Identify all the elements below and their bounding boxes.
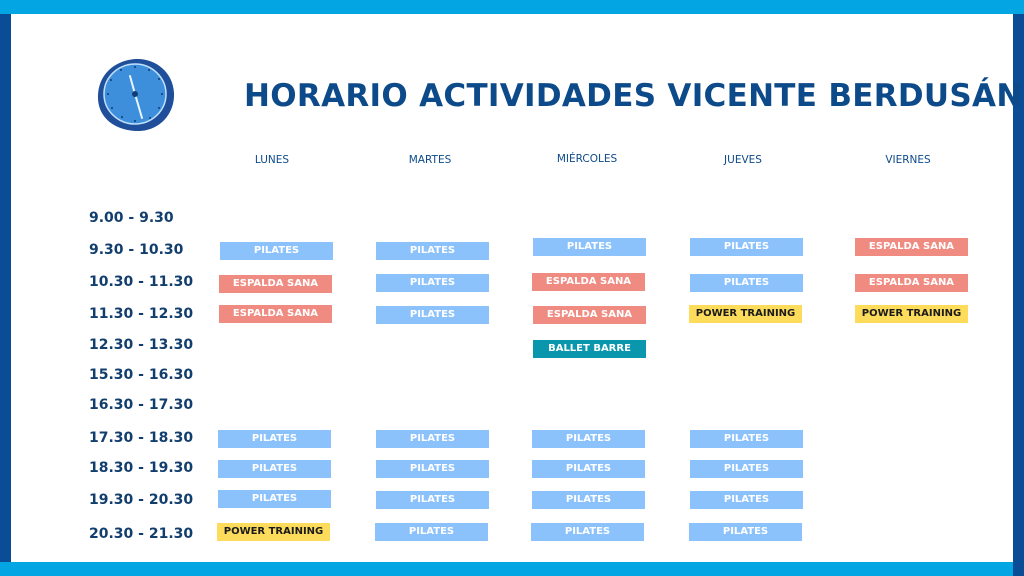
activity-jueves-2030[interactable]: PILATES bbox=[689, 523, 802, 541]
day-header-jueves: JUEVES bbox=[724, 154, 762, 166]
time-slot-label: 12.30 - 13.30 bbox=[89, 337, 194, 353]
time-slot-label: 11.30 - 12.30 bbox=[89, 306, 194, 322]
activity-jueves-1830[interactable]: PILATES bbox=[690, 460, 803, 478]
activity-lunes-2030[interactable]: POWER TRAINING bbox=[217, 523, 330, 541]
activity-lunes-1830[interactable]: PILATES bbox=[218, 460, 331, 478]
top-frame-bar bbox=[0, 0, 1024, 14]
day-header-viernes: VIERNES bbox=[885, 154, 931, 166]
activity-jueves-1730[interactable]: PILATES bbox=[690, 430, 803, 448]
activity-jueves-0930[interactable]: PILATES bbox=[690, 238, 803, 256]
activity-martes-2030[interactable]: PILATES bbox=[375, 523, 488, 541]
activity-lunes-0930[interactable]: PILATES bbox=[220, 242, 333, 260]
activity-lunes-1730[interactable]: PILATES bbox=[218, 430, 331, 448]
activity-martes-1030[interactable]: PILATES bbox=[376, 274, 489, 292]
activity-miercoles-0930[interactable]: PILATES bbox=[533, 238, 646, 256]
day-header-martes: MARTES bbox=[408, 154, 452, 166]
activity-miercoles-1730[interactable]: PILATES bbox=[532, 430, 645, 448]
activity-jueves-1130[interactable]: POWER TRAINING bbox=[689, 305, 802, 323]
activity-miercoles-1130[interactable]: ESPALDA SANA bbox=[533, 306, 646, 324]
page-title: HORARIO ACTIVIDADES VICENTE BERDUSÁN bbox=[244, 78, 1023, 114]
day-header-miercoles: MIÉRCOLES bbox=[556, 153, 618, 165]
activity-martes-1930[interactable]: PILATES bbox=[376, 491, 489, 509]
time-slot-label: 9.00 - 9.30 bbox=[89, 210, 174, 226]
activity-viernes-1030[interactable]: ESPALDA SANA bbox=[855, 274, 968, 292]
activity-lunes-1030[interactable]: ESPALDA SANA bbox=[219, 275, 332, 293]
activity-martes-1730[interactable]: PILATES bbox=[376, 430, 489, 448]
day-header-lunes: LUNES bbox=[254, 154, 290, 166]
activity-viernes-0930[interactable]: ESPALDA SANA bbox=[855, 238, 968, 256]
bottom-frame-bar bbox=[0, 562, 1013, 576]
time-slot-label: 17.30 - 18.30 bbox=[89, 430, 194, 446]
activity-viernes-1130[interactable]: POWER TRAINING bbox=[855, 305, 968, 323]
time-slot-label: 18.30 - 19.30 bbox=[89, 460, 194, 476]
clock-icon bbox=[96, 57, 176, 133]
activity-martes-1830[interactable]: PILATES bbox=[376, 460, 489, 478]
activity-jueves-1930[interactable]: PILATES bbox=[690, 491, 803, 509]
activity-miercoles-1230[interactable]: BALLET BARRE bbox=[533, 340, 646, 358]
time-slot-label: 20.30 - 21.30 bbox=[89, 526, 194, 542]
time-slot-label: 15.30 - 16.30 bbox=[89, 367, 194, 383]
activity-martes-1130[interactable]: PILATES bbox=[376, 306, 489, 324]
activity-miercoles-1830[interactable]: PILATES bbox=[532, 460, 645, 478]
activity-martes-0930[interactable]: PILATES bbox=[376, 242, 489, 260]
time-slot-label: 19.30 - 20.30 bbox=[89, 492, 194, 508]
activity-miercoles-1030[interactable]: ESPALDA SANA bbox=[532, 273, 645, 291]
time-slot-label: 16.30 - 17.30 bbox=[89, 397, 194, 413]
left-frame-bar bbox=[0, 14, 11, 562]
activity-jueves-1030[interactable]: PILATES bbox=[690, 274, 803, 292]
time-slot-label: 10.30 - 11.30 bbox=[89, 274, 194, 290]
activity-miercoles-2030[interactable]: PILATES bbox=[531, 523, 644, 541]
activity-lunes-1130[interactable]: ESPALDA SANA bbox=[219, 305, 332, 323]
activity-lunes-1930[interactable]: PILATES bbox=[218, 490, 331, 508]
time-slot-label: 9.30 - 10.30 bbox=[89, 242, 184, 258]
activity-miercoles-1930[interactable]: PILATES bbox=[532, 491, 645, 509]
